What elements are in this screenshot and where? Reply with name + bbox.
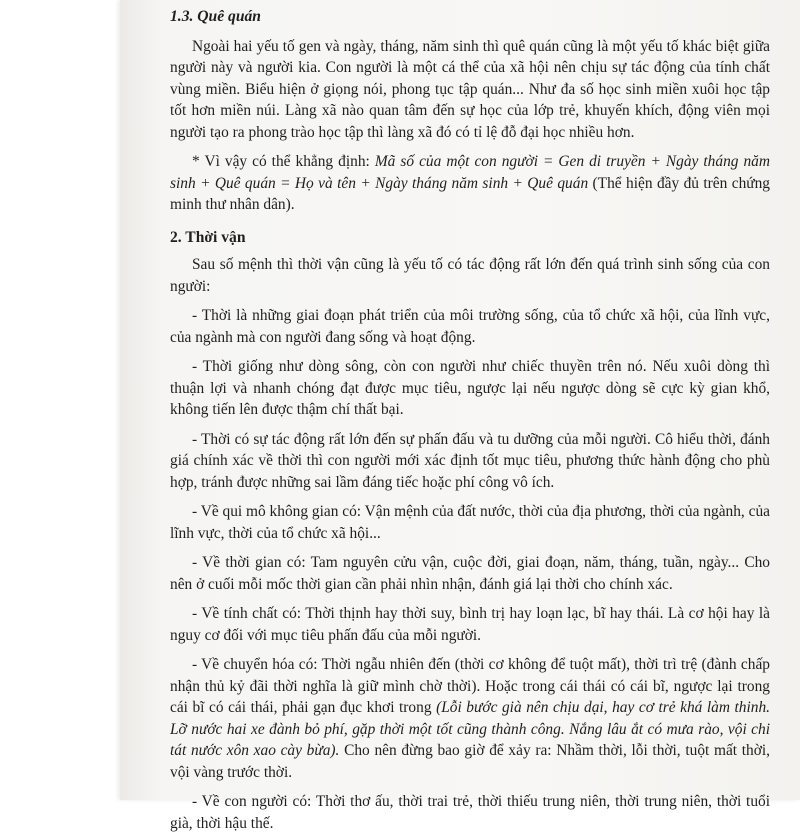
bullet-7 <box>170 654 770 783</box>
bullet-1: - Thời là những giai đoạn phát triển của môi trường sống, của tổ chức xã hội, của lĩnh vực, của ngành mà con người đang sống và hoạt động. <box>170 307 770 346</box>
paragraph-hometown: Ngoài hai yếu tố gen và ngày, tháng, năm sinh thì quê quán cũng là một yếu tố khác biệt giữa người này và người kia. Con người là một cá thể của xã hội nên chịu sự tác động của tính chất vùng miền. Biểu hiện ở giọng nói, phong tục tập quán... Như đa số học sinh miền xuôi học tập tốt hơn miền núi. Làng xã nào quan tâm đến sự học của lớp trẻ, khuyến khích, động viên mọi người tạo ra phong trào học tập thì làng xã đó có tỉ lệ đỗ đại học nhiều hơn. <box>170 37 770 141</box>
bullet-5: - Về thời gian có: Tam nguyên cửu vận, cuộc đời, giai đoạn, năm, tháng, tuần, ngày... Cho nên ở cuối mỗi mốc thời gian cần phải nhìn nhận, đánh giá lại thời cho chính xác. <box>170 554 770 593</box>
bullet-3: - Thời có sự tác động rất lớn đến sự phấn đấu và tu dưỡng của mỗi người. Cô hiểu thời, đánh giá chính xác về thời thì con người mới xác định tốt mục tiêu, phương thức hành động cho phù hợp, tránh được những sai lầm đáng tiếc hoặc phí công vô ích. <box>170 430 770 491</box>
paragraph-conclusion <box>170 151 770 216</box>
conclusion-formula: Mã số của một con người = Gen di truyền + Ngày tháng năm sinh + Quê quán = Họ và tên + Ngày tháng năm sinh + Quê quán <box>170 153 770 192</box>
bullet-7-proverb: (Lỗi bước già nên chịu dại, hay cơ trẻ khá làm thinh. Lỡ nước hai xe đành bỏ phí, gặp thời một tốt cũng thành công. Nắng lâu ắt có mưa rào, vội chi tát nước xôn xao cày bừa). <box>170 699 771 759</box>
section-heading-1-3: 1.3. Quê quán <box>170 8 261 25</box>
bullet-6: - Về tính chất có: Thời thịnh hay thời suy, bình trị hay loạn lạc, bĩ hay thái. Là cơ hội hay là nguy cơ đối với mục tiêu phấn đấu của mỗi người. <box>170 605 770 644</box>
bullet-2: - Thời giống như dòng sông, còn con người như chiếc thuyền trên nó. Nếu xuôi dòng thì thuận lợi và nhanh chóng đạt được mục tiêu, ngược lại nếu ngược dòng sẽ cực kỳ gian khổ, không tiến lên được thậm chí thất bại. <box>170 358 770 418</box>
document-body <box>170 6 770 834</box>
bullet-8: - Về con người có: Thời thơ ấu, thời trai trẻ, thời thiếu trung niên, thời trung niên, thời tuổi già, thời hậu thế. <box>170 793 770 832</box>
bullet-4: - Về qui mô không gian có: Vận mệnh của đất nước, thời của địa phương, thời của ngành, của lĩnh vực, thời của tổ chức xã hội... <box>170 503 770 542</box>
conclusion-prefix: * Vì vậy có thể khẳng định: <box>192 153 375 170</box>
conclusion-suffix: (Thể hiện đầy đủ trên chứng minh thư nhân dân). <box>170 174 770 213</box>
bullet-7-tail: Cho nên đừng bao giờ để xảy ra: Nhầm thời, lỗi thời, tuột mất thời, vội vàng trước thời. <box>170 742 770 781</box>
bullet-7-text: - Về chuyển hóa có: Thời ngẫu nhiên đến (thời cơ không để tuột mất), thời trì trệ (đành chấp nhận thủ kỷ đãi thời nghĩa là giữ mình chờ thời). Hoặc trong cái thái có cái bĩ, ngược lại trong cái bĩ có cái thái, phải gạn đục khơi trong <box>170 656 770 716</box>
section-heading-2: 2. Thời vận <box>170 228 246 246</box>
paragraph-intro: Sau số mệnh thì thời vận cũng là yếu tố có tác động rất lớn đến quá trình sinh sống của con người: <box>170 256 770 295</box>
